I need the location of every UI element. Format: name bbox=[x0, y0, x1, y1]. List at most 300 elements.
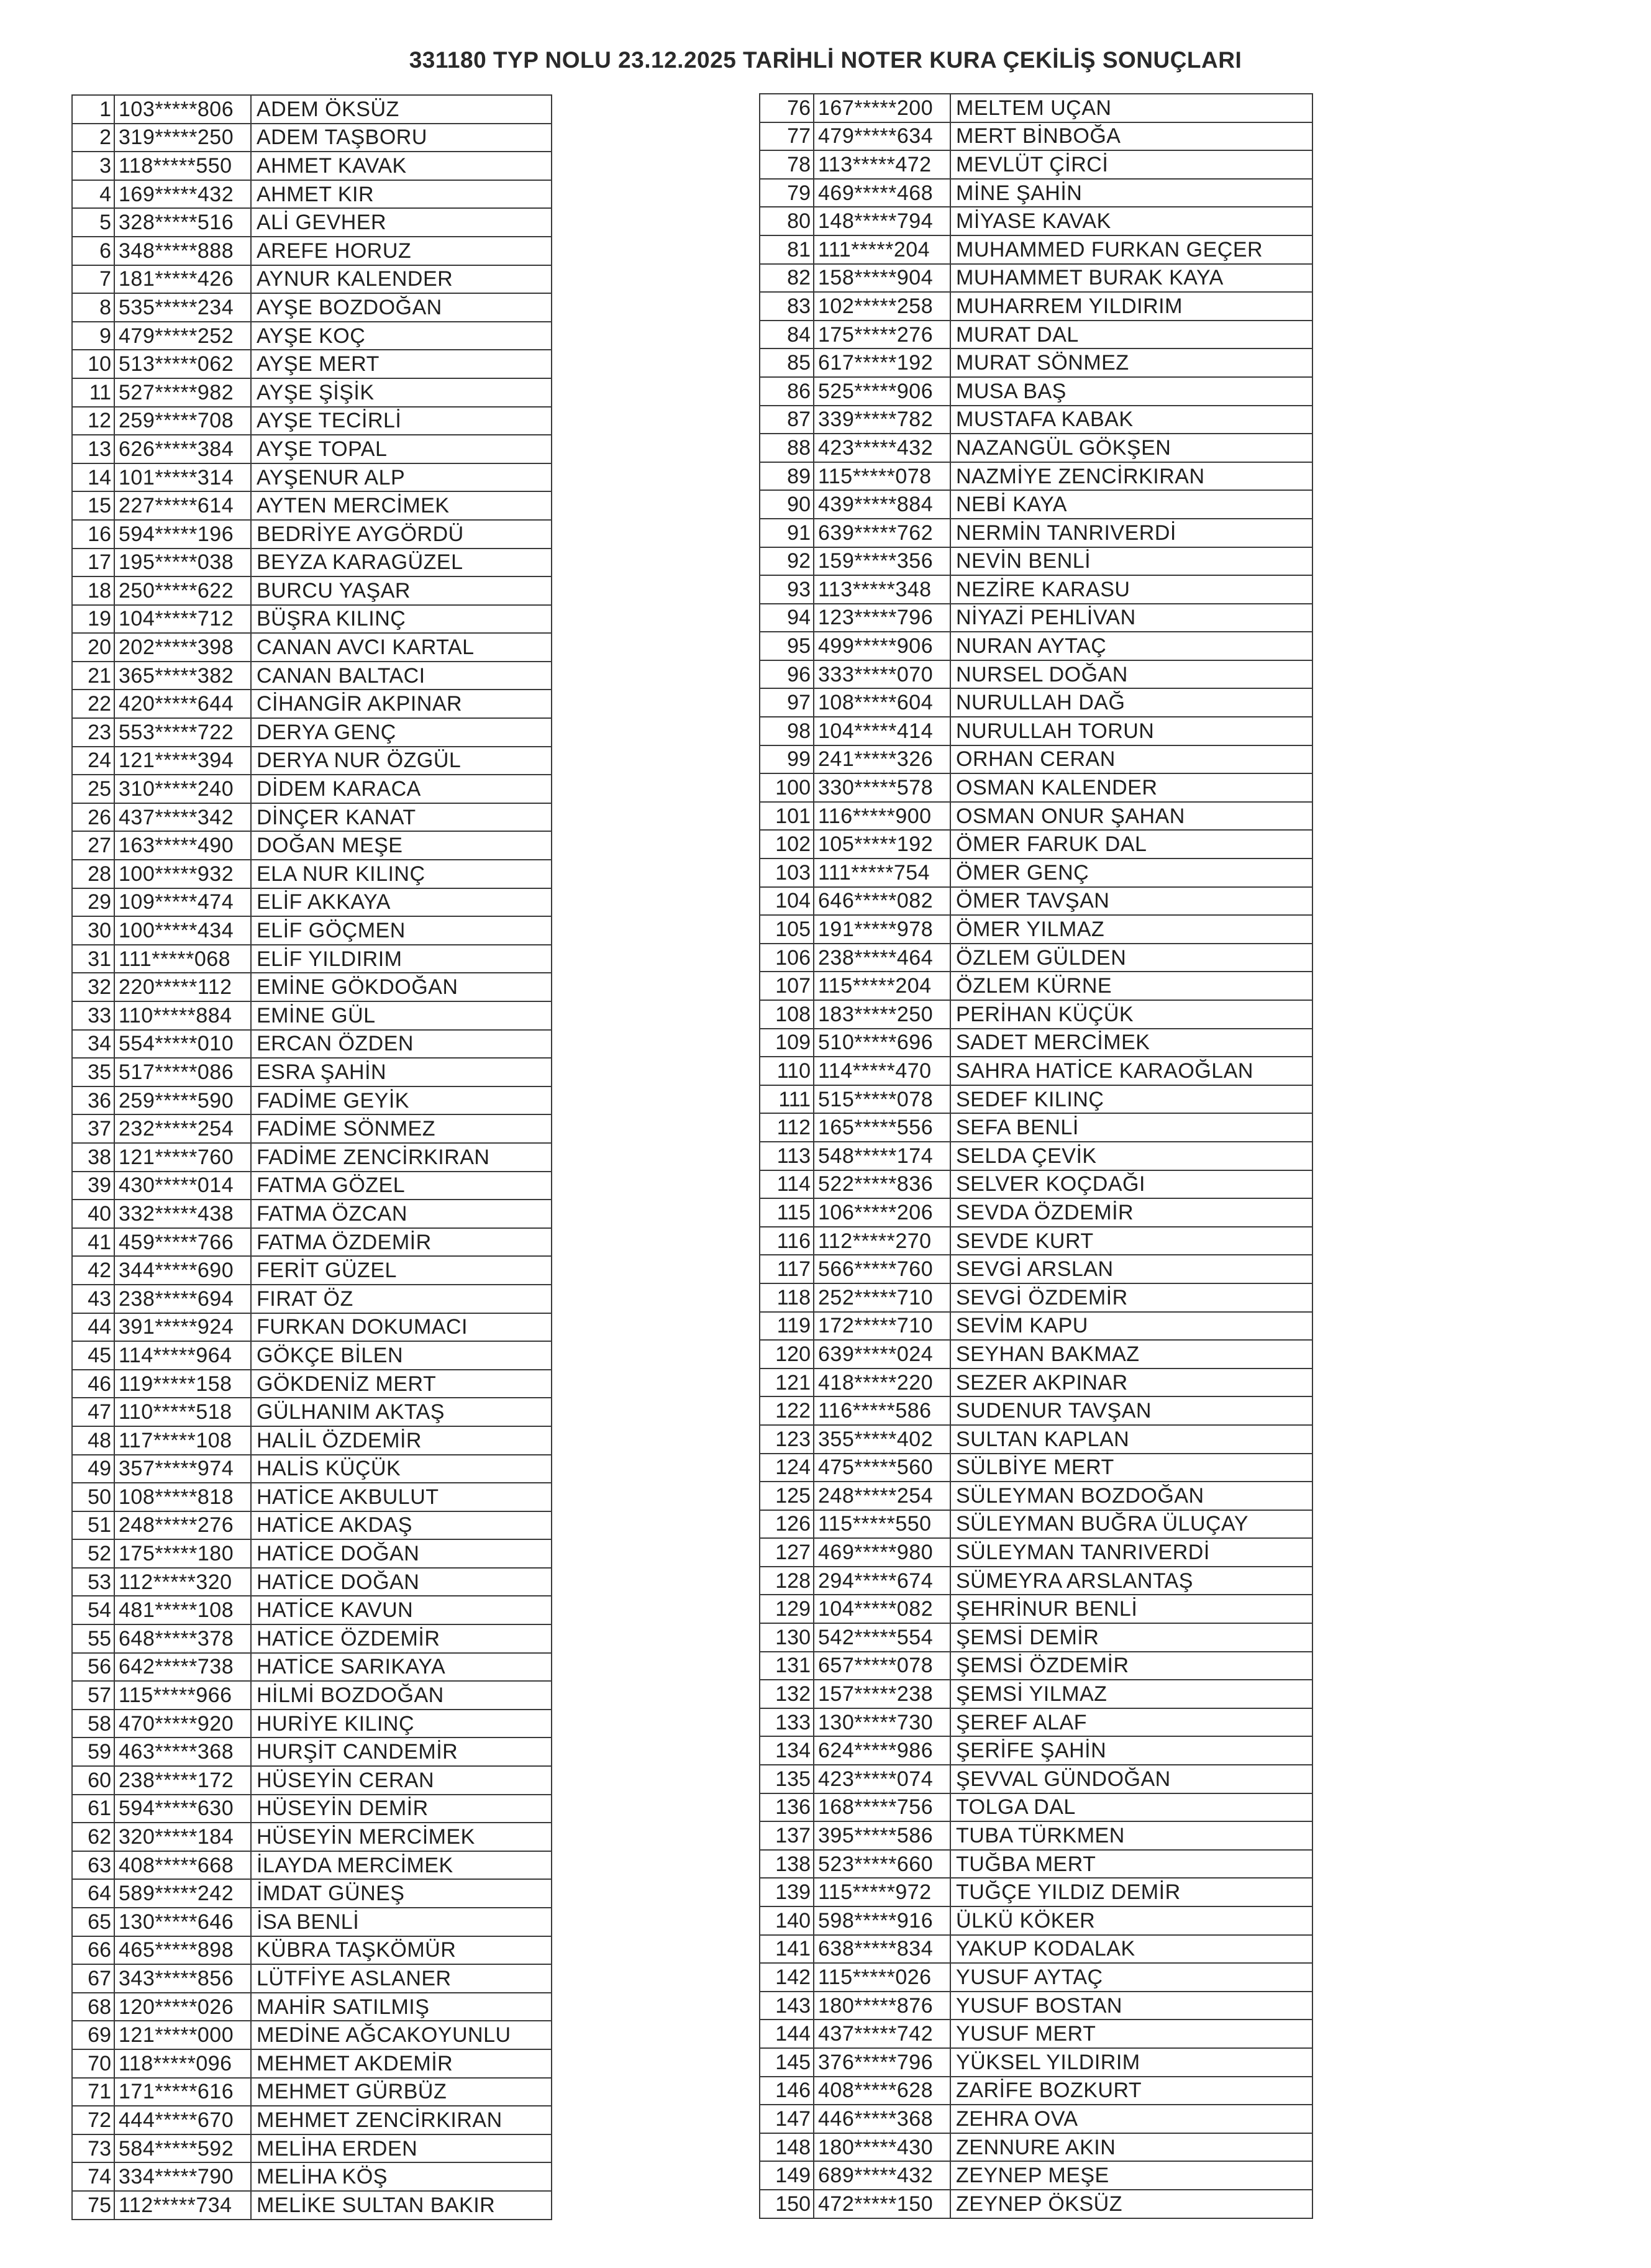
row-number-cell: 17 bbox=[72, 549, 114, 577]
table-row bbox=[760, 1652, 1312, 1680]
row-number-cell: 105 bbox=[760, 915, 814, 944]
table-row bbox=[760, 2133, 1312, 2162]
masked-id-cell: 191*****978 bbox=[814, 915, 950, 944]
masked-id-cell: 111*****204 bbox=[814, 235, 950, 264]
masked-id-cell: 181*****426 bbox=[114, 265, 251, 294]
row-number-cell: 58 bbox=[72, 1710, 114, 1738]
full-name-cell: HURİYE KILINÇ bbox=[251, 1710, 552, 1738]
row-number-cell: 94 bbox=[760, 604, 814, 632]
full-name-cell: SEVDA ÖZDEMİR bbox=[950, 1198, 1312, 1227]
table-row bbox=[760, 830, 1312, 858]
full-name-cell: NURSEL DOĞAN bbox=[950, 660, 1312, 689]
row-number-cell: 16 bbox=[72, 520, 114, 549]
full-name-cell: GÖKÇE BİLEN bbox=[251, 1341, 552, 1370]
full-name-cell: TOLGA DAL bbox=[950, 1793, 1312, 1822]
full-name-cell: AYŞE TOPAL bbox=[251, 435, 552, 463]
masked-id-cell: 589*****242 bbox=[114, 1879, 251, 1908]
masked-id-cell: 180*****876 bbox=[814, 1992, 950, 2020]
masked-id-cell: 115*****972 bbox=[814, 1878, 950, 1906]
row-number-cell: 84 bbox=[760, 321, 814, 349]
full-name-cell: HÜSEYİN MERCİMEK bbox=[251, 1823, 552, 1851]
table-row bbox=[760, 1227, 1312, 1255]
row-number-cell: 50 bbox=[72, 1483, 114, 1511]
row-number-cell: 48 bbox=[72, 1426, 114, 1455]
row-number-cell: 2 bbox=[72, 124, 114, 152]
full-name-cell: NİYAZİ PEHLİVAN bbox=[950, 604, 1312, 632]
masked-id-cell: 168*****756 bbox=[814, 1793, 950, 1822]
table-row bbox=[72, 1172, 552, 1200]
table-row bbox=[72, 208, 552, 237]
masked-id-cell: 227*****614 bbox=[114, 491, 251, 520]
row-number-cell: 121 bbox=[760, 1369, 814, 1397]
table-row bbox=[760, 462, 1312, 491]
row-number-cell: 25 bbox=[72, 775, 114, 803]
full-name-cell: SELVER KOÇDAĞI bbox=[950, 1170, 1312, 1199]
masked-id-cell: 510*****696 bbox=[814, 1029, 950, 1057]
masked-id-cell: 104*****082 bbox=[814, 1595, 950, 1623]
masked-id-cell: 617*****192 bbox=[814, 348, 950, 377]
masked-id-cell: 248*****254 bbox=[814, 1482, 950, 1510]
row-number-cell: 149 bbox=[760, 2161, 814, 2190]
full-name-cell: MELTEM UÇAN bbox=[950, 94, 1312, 122]
masked-id-cell: 238*****464 bbox=[814, 944, 950, 972]
table-row bbox=[760, 207, 1312, 235]
masked-id-cell: 119*****158 bbox=[114, 1370, 251, 1398]
table-row bbox=[72, 1313, 552, 1342]
full-name-cell: İSA BENLİ bbox=[251, 1908, 552, 1936]
full-name-cell: İLAYDA MERCİMEK bbox=[251, 1851, 552, 1880]
table-row bbox=[72, 605, 552, 634]
full-name-cell: ŞEREF ALAF bbox=[950, 1708, 1312, 1737]
masked-id-cell: 111*****068 bbox=[114, 945, 251, 973]
masked-id-cell: 542*****554 bbox=[814, 1623, 950, 1652]
full-name-cell: MELİKE SULTAN BAKIR bbox=[251, 2191, 552, 2220]
table-row bbox=[72, 831, 552, 860]
full-name-cell: HÜSEYİN CERAN bbox=[251, 1766, 552, 1795]
row-number-cell: 101 bbox=[760, 802, 814, 831]
table-row bbox=[760, 1340, 1312, 1369]
row-number-cell: 66 bbox=[72, 1936, 114, 1965]
table-row bbox=[760, 122, 1312, 151]
full-name-cell: OSMAN KALENDER bbox=[950, 773, 1312, 802]
full-name-cell: AYTEN MERCİMEK bbox=[251, 491, 552, 520]
table-row bbox=[72, 1766, 552, 1795]
table-row bbox=[72, 1426, 552, 1455]
table-row bbox=[760, 1255, 1312, 1283]
masked-id-cell: 100*****434 bbox=[114, 916, 251, 945]
masked-id-cell: 517*****086 bbox=[114, 1058, 251, 1086]
row-number-cell: 150 bbox=[760, 2190, 814, 2218]
table-row bbox=[760, 1312, 1312, 1341]
full-name-cell: NEZİRE KARASU bbox=[950, 575, 1312, 604]
full-name-cell: SEVGİ ARSLAN bbox=[950, 1255, 1312, 1283]
masked-id-cell: 106*****206 bbox=[814, 1198, 950, 1227]
masked-id-cell: 348*****888 bbox=[114, 237, 251, 265]
full-name-cell: SEVGİ ÖZDEMİR bbox=[950, 1283, 1312, 1312]
table-row bbox=[760, 1170, 1312, 1199]
full-name-cell: AYŞE ŞİŞİK bbox=[251, 378, 552, 407]
masked-id-cell: 391*****924 bbox=[114, 1313, 251, 1342]
full-name-cell: HATİCE AKDAŞ bbox=[251, 1511, 552, 1540]
full-name-cell: MUHAMMET BURAK KAYA bbox=[950, 264, 1312, 293]
table-row bbox=[760, 490, 1312, 519]
table-row bbox=[72, 576, 552, 605]
masked-id-cell: 598*****916 bbox=[814, 1906, 950, 1935]
table-row bbox=[72, 293, 552, 322]
row-number-cell: 89 bbox=[760, 462, 814, 491]
row-number-cell: 115 bbox=[760, 1198, 814, 1227]
masked-id-cell: 439*****884 bbox=[814, 490, 950, 519]
masked-id-cell: 115*****204 bbox=[814, 972, 950, 1000]
row-number-cell: 120 bbox=[760, 1340, 814, 1369]
table-row bbox=[72, 2162, 552, 2191]
row-number-cell: 96 bbox=[760, 660, 814, 689]
full-name-cell: AYŞE KOÇ bbox=[251, 322, 552, 350]
masked-id-cell: 250*****622 bbox=[114, 576, 251, 605]
row-number-cell: 65 bbox=[72, 1908, 114, 1936]
masked-id-cell: 175*****276 bbox=[814, 321, 950, 349]
row-number-cell: 77 bbox=[760, 122, 814, 151]
table-row bbox=[72, 549, 552, 577]
masked-id-cell: 163*****490 bbox=[114, 831, 251, 860]
full-name-cell: AHMET KIR bbox=[251, 180, 552, 209]
masked-id-cell: 594*****630 bbox=[114, 1795, 251, 1823]
row-number-cell: 55 bbox=[72, 1624, 114, 1653]
table-row bbox=[760, 944, 1312, 972]
masked-id-cell: 123*****796 bbox=[814, 604, 950, 632]
full-name-cell: SEZER AKPINAR bbox=[950, 1369, 1312, 1397]
row-number-cell: 1 bbox=[72, 95, 114, 124]
masked-id-cell: 437*****742 bbox=[814, 2020, 950, 2048]
masked-id-cell: 130*****646 bbox=[114, 1908, 251, 1936]
full-name-cell: MURAT DAL bbox=[950, 321, 1312, 349]
full-name-cell: BEDRİYE AYGÖRDÜ bbox=[251, 520, 552, 549]
table-row bbox=[72, 1624, 552, 1653]
full-name-cell: NURULLAH DAĞ bbox=[950, 688, 1312, 717]
masked-id-cell: 430*****014 bbox=[114, 1172, 251, 1200]
full-name-cell: SÜLEYMAN BUĞRA ÜLUÇAY bbox=[950, 1510, 1312, 1539]
full-name-cell: NEVİN BENLİ bbox=[950, 547, 1312, 576]
full-name-cell: SULTAN KAPLAN bbox=[950, 1425, 1312, 1454]
results-table-right bbox=[759, 93, 1313, 2219]
row-number-cell: 57 bbox=[72, 1681, 114, 1710]
row-number-cell: 144 bbox=[760, 2020, 814, 2048]
row-number-cell: 83 bbox=[760, 292, 814, 321]
masked-id-cell: 180*****430 bbox=[814, 2133, 950, 2162]
full-name-cell: ZEYNEP MEŞE bbox=[950, 2161, 1312, 2190]
table-row bbox=[72, 718, 552, 747]
table-row bbox=[72, 237, 552, 265]
table-row bbox=[72, 2021, 552, 2049]
table-row bbox=[760, 2020, 1312, 2048]
full-name-cell: FURKAN DOKUMACI bbox=[251, 1313, 552, 1342]
masked-id-cell: 646*****082 bbox=[814, 887, 950, 916]
row-number-cell: 49 bbox=[72, 1455, 114, 1483]
row-number-cell: 97 bbox=[760, 688, 814, 717]
full-name-cell: YAKUP KODALAK bbox=[950, 1935, 1312, 1964]
table-row bbox=[72, 1511, 552, 1540]
row-number-cell: 129 bbox=[760, 1595, 814, 1623]
masked-id-cell: 624*****986 bbox=[814, 1736, 950, 1765]
row-number-cell: 78 bbox=[760, 150, 814, 179]
row-number-cell: 88 bbox=[760, 434, 814, 462]
table-row bbox=[760, 1595, 1312, 1623]
masked-id-cell: 418*****220 bbox=[814, 1369, 950, 1397]
full-name-cell: NURULLAH TORUN bbox=[950, 717, 1312, 745]
row-number-cell: 117 bbox=[760, 1255, 814, 1283]
row-number-cell: 146 bbox=[760, 2077, 814, 2105]
row-number-cell: 24 bbox=[72, 747, 114, 775]
row-number-cell: 133 bbox=[760, 1708, 814, 1737]
full-name-cell: GÜLHANIM AKTAŞ bbox=[251, 1398, 552, 1426]
masked-id-cell: 395*****586 bbox=[814, 1821, 950, 1850]
full-name-cell: EMİNE GÖKDOĞAN bbox=[251, 973, 552, 1001]
masked-id-cell: 554*****010 bbox=[114, 1030, 251, 1059]
row-number-cell: 8 bbox=[72, 293, 114, 322]
row-number-cell: 30 bbox=[72, 916, 114, 945]
table-row bbox=[72, 2134, 552, 2163]
masked-id-cell: 333*****070 bbox=[814, 660, 950, 689]
row-number-cell: 116 bbox=[760, 1227, 814, 1255]
full-name-cell: ORHAN CERAN bbox=[950, 745, 1312, 774]
row-number-cell: 130 bbox=[760, 1623, 814, 1652]
table-row bbox=[72, 1737, 552, 1766]
table-row bbox=[72, 1143, 552, 1172]
masked-id-cell: 115*****550 bbox=[814, 1510, 950, 1539]
row-number-cell: 42 bbox=[72, 1256, 114, 1285]
full-name-cell: HATİCE AKBULUT bbox=[251, 1483, 552, 1511]
table-row bbox=[760, 1057, 1312, 1085]
full-name-cell: BURCU YAŞAR bbox=[251, 576, 552, 605]
table-row bbox=[72, 2049, 552, 2078]
masked-id-cell: 112*****320 bbox=[114, 1568, 251, 1596]
row-number-cell: 135 bbox=[760, 1765, 814, 1793]
masked-id-cell: 130*****730 bbox=[814, 1708, 950, 1737]
masked-id-cell: 423*****074 bbox=[814, 1765, 950, 1793]
full-name-cell: MAHİR SATILMIŞ bbox=[251, 1993, 552, 2021]
row-number-cell: 81 bbox=[760, 235, 814, 264]
full-name-cell: CANAN AVCI KARTAL bbox=[251, 633, 552, 662]
masked-id-cell: 355*****402 bbox=[814, 1425, 950, 1454]
table-row bbox=[72, 1114, 552, 1143]
row-number-cell: 38 bbox=[72, 1143, 114, 1172]
masked-id-cell: 104*****414 bbox=[814, 717, 950, 745]
full-name-cell: SADET MERCİMEK bbox=[950, 1029, 1312, 1057]
table-row bbox=[760, 1510, 1312, 1539]
row-number-cell: 18 bbox=[72, 576, 114, 605]
full-name-cell: ŞEMSİ DEMİR bbox=[950, 1623, 1312, 1652]
row-number-cell: 92 bbox=[760, 547, 814, 576]
full-name-cell: ADEM TAŞBORU bbox=[251, 124, 552, 152]
row-number-cell: 80 bbox=[760, 207, 814, 235]
masked-id-cell: 117*****108 bbox=[114, 1426, 251, 1455]
document-title: 331180 TYP NOLU 23.12.2025 TARİHLİ NOTER KURA ÇEKİLİŞ SONUÇLARI bbox=[409, 47, 1242, 73]
masked-id-cell: 648*****378 bbox=[114, 1624, 251, 1653]
row-number-cell: 28 bbox=[72, 860, 114, 888]
full-name-cell: TUĞBA MERT bbox=[950, 1850, 1312, 1879]
table-row bbox=[72, 633, 552, 662]
masked-id-cell: 357*****974 bbox=[114, 1455, 251, 1483]
row-number-cell: 87 bbox=[760, 406, 814, 434]
masked-id-cell: 102*****258 bbox=[814, 292, 950, 321]
table-row bbox=[72, 1285, 552, 1313]
masked-id-cell: 479*****252 bbox=[114, 322, 251, 350]
masked-id-cell: 109*****474 bbox=[114, 888, 251, 917]
masked-id-cell: 114*****964 bbox=[114, 1341, 251, 1370]
table-row bbox=[72, 1200, 552, 1228]
row-number-cell: 114 bbox=[760, 1170, 814, 1199]
row-number-cell: 138 bbox=[760, 1850, 814, 1879]
masked-id-cell: 584*****592 bbox=[114, 2134, 251, 2163]
row-number-cell: 90 bbox=[760, 490, 814, 519]
full-name-cell: SÜLEYMAN BOZDOĞAN bbox=[950, 1482, 1312, 1510]
full-name-cell: CANAN BALTACI bbox=[251, 662, 552, 690]
masked-id-cell: 157*****238 bbox=[814, 1680, 950, 1708]
row-number-cell: 40 bbox=[72, 1200, 114, 1228]
row-number-cell: 75 bbox=[72, 2191, 114, 2220]
table-row bbox=[72, 803, 552, 832]
masked-id-cell: 172*****710 bbox=[814, 1312, 950, 1341]
full-name-cell: ŞEHRİNUR BENLİ bbox=[950, 1595, 1312, 1623]
full-name-cell: MUHARREM YILDIRIM bbox=[950, 292, 1312, 321]
full-name-cell: CİHANGİR AKPINAR bbox=[251, 690, 552, 718]
full-name-cell: HALİL ÖZDEMİR bbox=[251, 1426, 552, 1455]
full-name-cell: İMDAT GÜNEŞ bbox=[251, 1879, 552, 1908]
row-number-cell: 148 bbox=[760, 2133, 814, 2162]
table-row bbox=[72, 1256, 552, 1285]
full-name-cell: MEHMET GÜRBÜZ bbox=[251, 2078, 552, 2106]
row-number-cell: 14 bbox=[72, 463, 114, 492]
row-number-cell: 46 bbox=[72, 1370, 114, 1398]
row-number-cell: 134 bbox=[760, 1736, 814, 1765]
full-name-cell: BÜŞRA KILINÇ bbox=[251, 605, 552, 634]
table-row bbox=[72, 1681, 552, 1710]
table-row bbox=[760, 1850, 1312, 1879]
row-number-cell: 61 bbox=[72, 1795, 114, 1823]
full-name-cell: NURAN AYTAÇ bbox=[950, 632, 1312, 660]
row-number-cell: 52 bbox=[72, 1539, 114, 1568]
row-number-cell: 23 bbox=[72, 718, 114, 747]
table-row bbox=[760, 1935, 1312, 1964]
table-row bbox=[72, 1341, 552, 1370]
full-name-cell: MEHMET ZENCİRKIRAN bbox=[251, 2106, 552, 2134]
full-name-cell: AYŞENUR ALP bbox=[251, 463, 552, 492]
table-row bbox=[72, 1370, 552, 1398]
row-number-cell: 95 bbox=[760, 632, 814, 660]
masked-id-cell: 332*****438 bbox=[114, 1200, 251, 1228]
table-row bbox=[760, 575, 1312, 604]
table-row bbox=[760, 1396, 1312, 1425]
masked-id-cell: 101*****314 bbox=[114, 463, 251, 492]
full-name-cell: FADİME SÖNMEZ bbox=[251, 1114, 552, 1143]
masked-id-cell: 112*****270 bbox=[814, 1227, 950, 1255]
row-number-cell: 98 bbox=[760, 717, 814, 745]
full-name-cell: ÖZLEM GÜLDEN bbox=[950, 944, 1312, 972]
masked-id-cell: 479*****634 bbox=[814, 122, 950, 151]
row-number-cell: 126 bbox=[760, 1510, 814, 1539]
table-row bbox=[760, 406, 1312, 434]
masked-id-cell: 232*****254 bbox=[114, 1114, 251, 1143]
full-name-cell: ŞEMSİ ÖZDEMİR bbox=[950, 1652, 1312, 1680]
row-number-cell: 139 bbox=[760, 1878, 814, 1906]
full-name-cell: SAHRA HATİCE KARAOĞLAN bbox=[950, 1057, 1312, 1085]
full-name-cell: LÜTFİYE ASLANER bbox=[251, 1964, 552, 1993]
full-name-cell: ADEM ÖKSÜZ bbox=[251, 95, 552, 124]
full-name-cell: FATMA ÖZDEMİR bbox=[251, 1228, 552, 1257]
row-number-cell: 140 bbox=[760, 1906, 814, 1935]
masked-id-cell: 437*****342 bbox=[114, 803, 251, 832]
full-name-cell: NAZMİYE ZENCİRKIRAN bbox=[950, 462, 1312, 491]
full-name-cell: SEDEF KILINÇ bbox=[950, 1085, 1312, 1114]
row-number-cell: 41 bbox=[72, 1228, 114, 1257]
full-name-cell: NERMİN TANRIVERDİ bbox=[950, 519, 1312, 547]
masked-id-cell: 159*****356 bbox=[814, 547, 950, 576]
masked-id-cell: 639*****762 bbox=[814, 519, 950, 547]
row-number-cell: 63 bbox=[72, 1851, 114, 1880]
table-row bbox=[72, 1596, 552, 1624]
full-name-cell: DİNÇER KANAT bbox=[251, 803, 552, 832]
table-row bbox=[760, 1821, 1312, 1850]
table-row bbox=[760, 1538, 1312, 1567]
table-row bbox=[760, 717, 1312, 745]
full-name-cell: ÖMER YILMAZ bbox=[950, 915, 1312, 944]
masked-id-cell: 470*****920 bbox=[114, 1710, 251, 1738]
table-row bbox=[72, 1653, 552, 1682]
masked-id-cell: 330*****578 bbox=[814, 773, 950, 802]
full-name-cell: ERCAN ÖZDEN bbox=[251, 1030, 552, 1059]
full-name-cell: FATMA ÖZCAN bbox=[251, 1200, 552, 1228]
masked-id-cell: 259*****708 bbox=[114, 407, 251, 435]
masked-id-cell: 444*****670 bbox=[114, 2106, 251, 2134]
table-row bbox=[760, 1283, 1312, 1312]
table-row bbox=[760, 2190, 1312, 2218]
row-number-cell: 136 bbox=[760, 1793, 814, 1822]
full-name-cell: EMİNE GÜL bbox=[251, 1001, 552, 1030]
masked-id-cell: 469*****468 bbox=[814, 179, 950, 207]
masked-id-cell: 259*****590 bbox=[114, 1086, 251, 1115]
full-name-cell: ELİF GÖÇMEN bbox=[251, 916, 552, 945]
row-number-cell: 47 bbox=[72, 1398, 114, 1426]
full-name-cell: HATİCE ÖZDEMİR bbox=[251, 1624, 552, 1653]
table-row bbox=[72, 1483, 552, 1511]
masked-id-cell: 114*****470 bbox=[814, 1057, 950, 1085]
table-row bbox=[760, 632, 1312, 660]
table-row bbox=[72, 690, 552, 718]
table-row bbox=[72, 973, 552, 1001]
full-name-cell: HATİCE DOĞAN bbox=[251, 1568, 552, 1596]
full-name-cell: AYŞE MERT bbox=[251, 350, 552, 378]
table-row bbox=[760, 150, 1312, 179]
full-name-cell: MİNE ŞAHİN bbox=[950, 179, 1312, 207]
row-number-cell: 109 bbox=[760, 1029, 814, 1057]
table-row bbox=[760, 1000, 1312, 1029]
row-number-cell: 104 bbox=[760, 887, 814, 916]
row-number-cell: 91 bbox=[760, 519, 814, 547]
row-number-cell: 100 bbox=[760, 773, 814, 802]
masked-id-cell: 121*****000 bbox=[114, 2021, 251, 2049]
full-name-cell: ŞERİFE ŞAHİN bbox=[950, 1736, 1312, 1765]
full-name-cell: YÜKSEL YILDIRIM bbox=[950, 2048, 1312, 2077]
row-number-cell: 32 bbox=[72, 973, 114, 1001]
row-number-cell: 106 bbox=[760, 944, 814, 972]
masked-id-cell: 113*****472 bbox=[814, 150, 950, 179]
table-row bbox=[760, 547, 1312, 576]
table-row bbox=[760, 915, 1312, 944]
full-name-cell: BEYZA KARAGÜZEL bbox=[251, 549, 552, 577]
masked-id-cell: 334*****790 bbox=[114, 2162, 251, 2191]
full-name-cell: AHMET KAVAK bbox=[251, 152, 552, 180]
table-row bbox=[72, 152, 552, 180]
